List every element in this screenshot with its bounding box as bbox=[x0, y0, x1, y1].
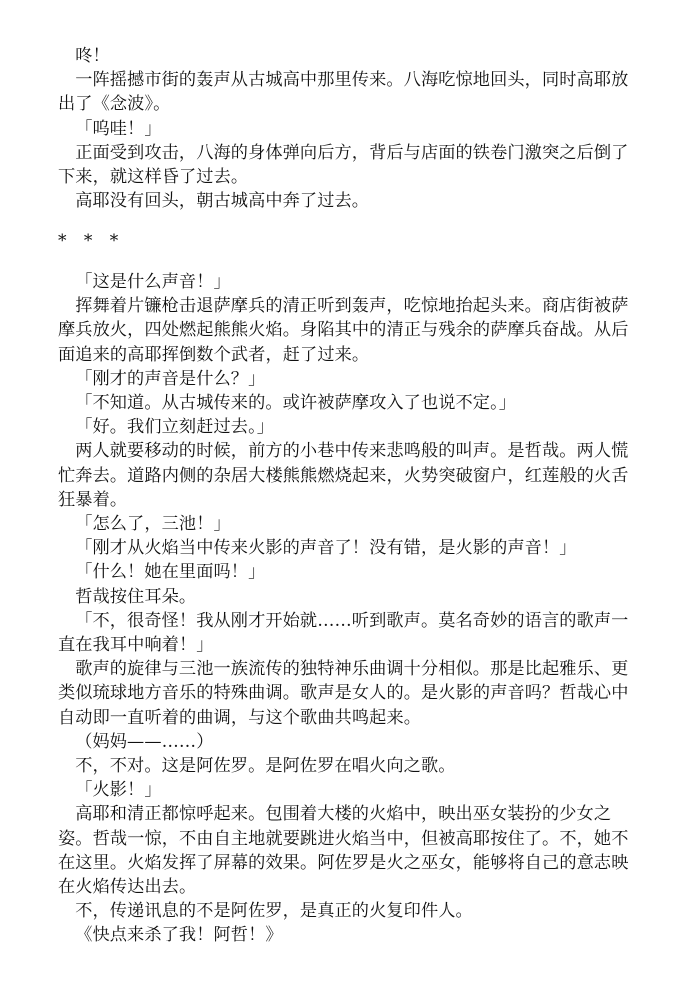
dialogue-line: 「这是什么声音！」 bbox=[75, 272, 231, 292]
inner-thought: （妈妈——……） bbox=[75, 731, 214, 752]
dialogue-line: 「好。我们立刻赶过去。」 bbox=[75, 417, 275, 438]
section-2 bbox=[58, 270, 634, 948]
paragraph: 哲哉按住耳朵。 bbox=[75, 586, 197, 607]
dialogue-line: 「刚才从火焰当中传来火影的声音了！没有错，是火影的声音！」 bbox=[75, 538, 577, 559]
dialogue-line: 「什么！她在里面吗！」 bbox=[75, 562, 266, 583]
paragraph: 高耶和清正都惊呼起来。包围着大楼的火焰中，映出巫女装扮的少女之姿。哲哉一惊，不由自主地就要跳进火焰当中，但被高耶按住了。不，她不在这里。火焰发挥了屏幕的效果。阿佐罗是火之巫女，能够将自己的意志映在火焰传达出去。 bbox=[58, 804, 629, 898]
paragraph: 高耶没有回头，朝古城高中奔了过去。 bbox=[75, 191, 370, 212]
dialogue-line: 「怎么了，三池！」 bbox=[75, 514, 231, 535]
dialogue-line: 「不知道。从古城传来的。或许被萨摩攻入了也说不定。」 bbox=[75, 393, 517, 414]
section-1 bbox=[58, 44, 634, 213]
paragraph: 一阵摇撼市街的轰声从古城高中那里传来。八海吃惊地回头，同时高耶放出了《念波》。 bbox=[58, 70, 629, 115]
paragraph: 挥舞着片镰枪击退萨摩兵的清正听到轰声，吃惊地抬起头来。商店街被萨摩兵放火，四处燃起熊熊火焰。身陷其中的清正与残余的萨摩兵奋战。从后面追来的高耶挥倒数个武者，赶了过来。 bbox=[58, 296, 629, 365]
paragraph: 不，不对。这是阿佐罗。是阿佐罗在唱火向之歌。 bbox=[75, 756, 456, 777]
paragraph: 咚！ bbox=[75, 46, 110, 66]
dialogue-line: 「火影！」 bbox=[75, 780, 162, 801]
scene-break: * * * bbox=[58, 231, 125, 251]
telepathic-message: 《快点来杀了我！阿哲！》 bbox=[75, 925, 283, 946]
paragraph: 不，传递讯息的不是阿佐罗，是真正的火复印件人。 bbox=[75, 901, 473, 922]
paragraph: 歌声的旋律与三池一族流传的独特神乐曲调十分相似。那是比起雅乐、更类似琉球地方音乐的特殊曲调。歌声是女人的。是火影的声音吗？哲哉心中自动即一直听着的曲调，与这个歌曲共鸣起来。 bbox=[58, 659, 629, 728]
dialogue-line: 「刚才的声音是什么？」 bbox=[75, 368, 266, 389]
dialogue-line: 「不，很奇怪！我从刚才开始就……听到歌声。莫名奇妙的语言的歌声一直在我耳中响着！」 bbox=[58, 610, 629, 656]
paragraph: 正面受到攻击，八海的身体弹向后方，背后与店面的铁卷门激突之后倒了下来，就这样昏了过去。 bbox=[58, 142, 629, 188]
dialogue-line: 「呜哇！」 bbox=[75, 118, 162, 139]
paragraph: 两人就要移动的时候，前方的小巷中传来悲鸣般的叫声。是哲哉。两人慌忙奔去。道路内侧的杂居大楼熊熊燃烧起来，火势突破窗户，红莲般的火舌狂暴着。 bbox=[58, 441, 629, 510]
